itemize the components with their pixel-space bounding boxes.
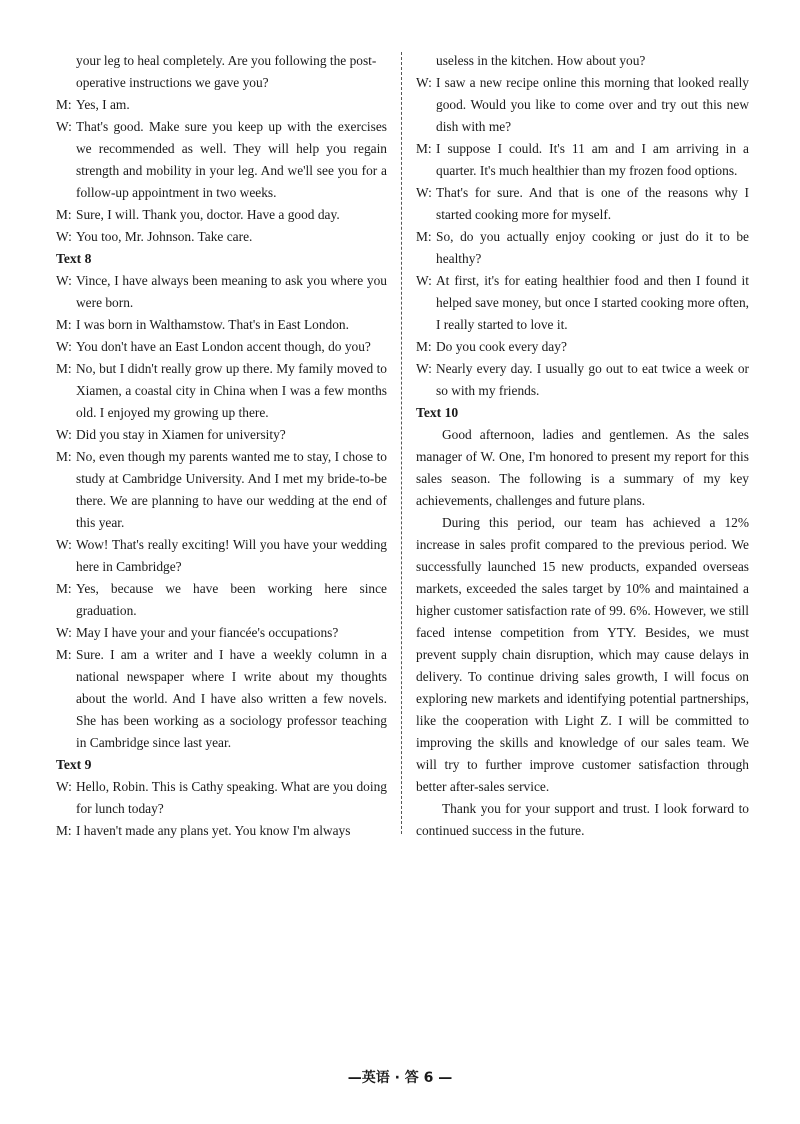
speaker-label: W: <box>56 625 72 640</box>
dialogue-text: At first, it's for eating healthier food and then I found it helped save money, but once I started cooking more often, I really started to love it. <box>436 273 749 332</box>
left-column <box>56 50 387 842</box>
right-continuation: useless in the kitchen. How about you? <box>436 53 646 68</box>
dialogue-text: Wow! That's really exciting! Will you have your wedding here in Cambridge? <box>76 537 387 574</box>
dialogue-line <box>56 336 387 358</box>
speaker-label: W: <box>56 427 72 442</box>
dialogue-line <box>416 138 749 182</box>
dialogue-text: Vince, I have always been meaning to ask you where you were born. <box>76 273 387 310</box>
dialogue-line <box>416 182 749 226</box>
dialogue-line <box>56 116 387 204</box>
dialogue-text: I suppose I could. It's 11 am and I am arriving in a quarter. It's much healthier than my frozen food options. <box>436 141 749 178</box>
dialogue-line <box>56 820 387 842</box>
dialogue-line <box>56 446 387 534</box>
speaker-label: W: <box>416 361 432 376</box>
dialogue-text: Hello, Robin. This is Cathy speaking. What are you doing for lunch today? <box>76 779 387 816</box>
speaker-label: W: <box>56 779 72 794</box>
section-heading-text8: Text 8 <box>56 251 92 266</box>
dialogue-text: No, but I didn't really grow up there. My family moved to Xiamen, a coastal city in China when I was a few months old. I enjoyed my growing up there. <box>76 361 387 420</box>
monologue-paragraph: Good afternoon, ladies and gentlemen. As the sales manager of W. One, I'm honored to present my report for this sales season. The following is a summary of my key achievements, challenges and future plans. <box>416 427 749 508</box>
dialogue-text: Do you cook every day? <box>436 339 567 354</box>
dialogue-text: I haven't made any plans yet. You know I'm always <box>76 823 351 838</box>
dialogue-text: Yes, I am. <box>76 97 130 112</box>
speaker-label: W: <box>56 119 72 134</box>
dialogue-text: I was born in Walthamstow. That's in East London. <box>76 317 349 332</box>
dialogue-line <box>416 270 749 336</box>
dialogue-line <box>416 226 749 270</box>
section-heading-text9: Text 9 <box>56 757 92 772</box>
speaker-label: M: <box>416 339 432 354</box>
monologue-paragraph: During this period, our team has achieved a 12% increase in sales profit compared to the previous period. We successfully launched 15 new products, expanded overseas markets, exceeded the sales target by 10% and maintained a higher customer satisfaction rate of 99. 6%. However, we still faced intense competition from YTY. Besides, we must prevent supply chain disruption, which may cause delays in delivery. To continue driving sales growth, I will focus on exploring new markets and identifying potential partnerships, like the cooperation with Light Z. I will be committed to improving the skills and knowledge of our sales team. We will try to further improve customer satisfaction through better after-sales service. <box>416 515 749 794</box>
speaker-label: M: <box>56 581 72 596</box>
speaker-label: W: <box>416 273 432 288</box>
speaker-label: W: <box>56 273 72 288</box>
dialogue-text: I saw a new recipe online this morning that looked really good. Would you like to come over and try out this new dish with me? <box>436 75 749 134</box>
left-continuation: your leg to heal completely. Are you following the post-operative instructions we gave you? <box>76 53 377 90</box>
speaker-label: M: <box>56 207 72 222</box>
speaker-label: M: <box>416 229 432 244</box>
dialogue-line <box>56 578 387 622</box>
speaker-label: W: <box>416 185 432 200</box>
dialogue-line <box>56 204 387 226</box>
speaker-label: M: <box>56 449 72 464</box>
dialogue-line <box>416 358 749 402</box>
dialogue-line <box>56 776 387 820</box>
section-heading-text10: Text 10 <box>416 405 459 420</box>
dialogue-text: Sure. I am a writer and I have a weekly column in a national newspaper where I write about my thoughts about the world. And I have also written a few novels. She has been working as a sociology professor teaching in Cambridge since last year. <box>76 647 387 750</box>
dialogue-text: Nearly every day. I usually go out to eat twice a week or so with my friends. <box>436 361 749 398</box>
dialogue-line <box>56 270 387 314</box>
dialogue-line <box>416 336 749 358</box>
dialogue-text: You too, Mr. Johnson. Take care. <box>76 229 253 244</box>
dialogue-text: You don't have an East London accent though, do you? <box>76 339 371 354</box>
dialogue-text: May I have your and your fiancée's occupations? <box>76 625 339 640</box>
speaker-label: W: <box>56 229 72 244</box>
dialogue-line <box>56 94 387 116</box>
dialogue-text: Sure, I will. Thank you, doctor. Have a good day. <box>76 207 340 222</box>
column-divider <box>401 52 402 834</box>
dialogue-text: No, even though my parents wanted me to stay, I chose to study at Cambridge University. And I met my bride-to-be there. We are planning to have our wedding at the end of this year. <box>76 449 387 530</box>
speaker-label: M: <box>416 141 432 156</box>
speaker-label: W: <box>416 75 432 90</box>
monologue-paragraph: Thank you for your support and trust. I look forward to continued success in the future. <box>416 801 749 838</box>
dialogue-line <box>56 644 387 754</box>
dialogue-text: That's good. Make sure you keep up with the exercises we recommended as well. They will help you regain strength and mobility in your leg. And we'll see you for a follow-up appointment in two weeks. <box>76 119 387 200</box>
page-footer: —英语 · 答 6 — <box>347 1070 453 1086</box>
dialogue-line <box>56 226 387 248</box>
dialogue-line <box>56 534 387 578</box>
speaker-label: W: <box>56 339 72 354</box>
dialogue-text: Did you stay in Xiamen for university? <box>76 427 286 442</box>
dialogue-line <box>56 622 387 644</box>
dialogue-line <box>56 358 387 424</box>
dialogue-line <box>56 424 387 446</box>
speaker-label: M: <box>56 97 72 112</box>
speaker-label: W: <box>56 537 72 552</box>
speaker-label: M: <box>56 647 72 662</box>
dialogue-line <box>56 314 387 336</box>
dialogue-line <box>416 72 749 138</box>
speaker-label: M: <box>56 361 72 376</box>
right-column <box>416 50 749 842</box>
speaker-label: M: <box>56 317 72 332</box>
dialogue-text: Yes, because we have been working here since graduation. <box>76 581 387 618</box>
dialogue-text: So, do you actually enjoy cooking or just do it to be healthy? <box>436 229 749 266</box>
dialogue-text: That's for sure. And that is one of the reasons why I started cooking more for myself. <box>436 185 749 222</box>
speaker-label: M: <box>56 823 72 838</box>
